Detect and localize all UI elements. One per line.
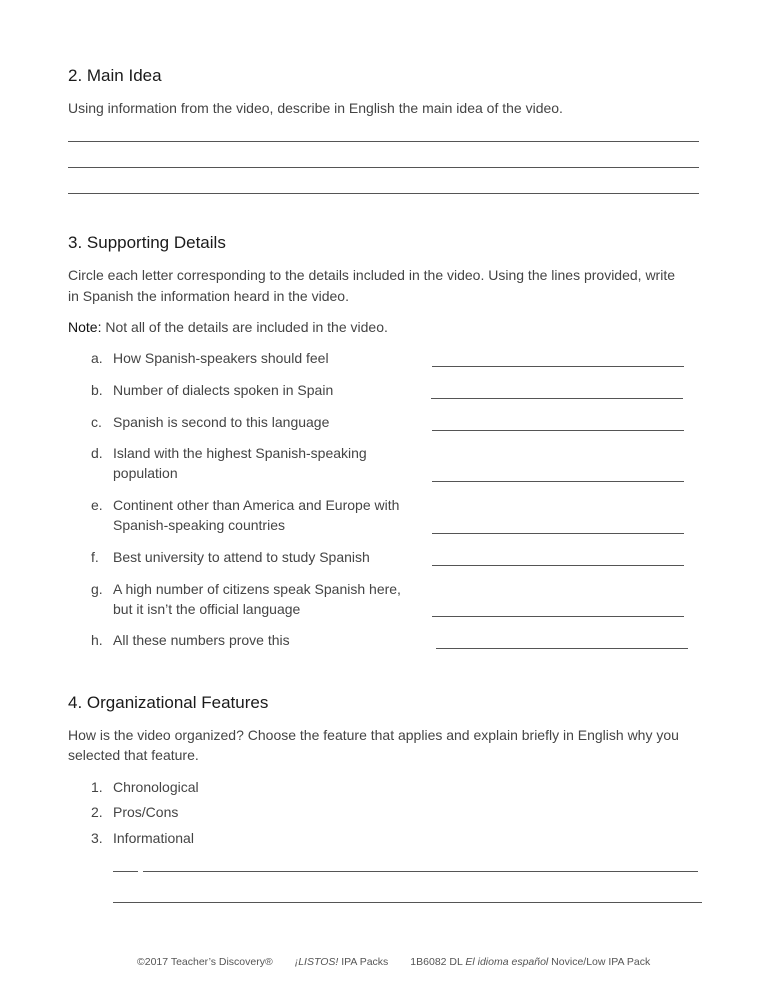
option-text: Informational bbox=[113, 830, 194, 846]
item-letter[interactable]: d. bbox=[91, 445, 103, 461]
option-informational[interactable] bbox=[91, 828, 194, 848]
answer-line[interactable] bbox=[436, 648, 688, 649]
answer-line[interactable] bbox=[432, 533, 684, 534]
answer-line[interactable] bbox=[68, 141, 699, 142]
answer-line[interactable] bbox=[431, 398, 683, 399]
option-text: Chronological bbox=[113, 779, 199, 795]
item-letter[interactable]: g. bbox=[91, 581, 103, 597]
item-text: How Spanish-speakers should feel bbox=[113, 350, 329, 366]
answer-line[interactable] bbox=[68, 167, 699, 168]
detail-item-d[interactable] bbox=[91, 443, 367, 483]
footer-copyright: ©2017 Teacher’s Discovery® bbox=[137, 956, 273, 968]
item-text: All these numbers prove this bbox=[113, 632, 290, 648]
main-idea-instruction: Using information from the video, describe in English the main idea of the video. bbox=[68, 100, 563, 116]
item-text-cont: population bbox=[113, 465, 178, 481]
detail-item-a[interactable] bbox=[91, 348, 329, 368]
item-letter[interactable]: a. bbox=[91, 350, 103, 366]
item-text-cont: Spanish-speaking countries bbox=[113, 517, 285, 533]
option-chronological[interactable] bbox=[91, 777, 199, 797]
item-text: A high number of citizens speak Spanish here, bbox=[113, 581, 401, 597]
section-heading-organizational-features: 4. Organizational Features bbox=[68, 693, 269, 712]
footer-title: El idioma español bbox=[465, 956, 549, 968]
answer-line[interactable] bbox=[432, 430, 684, 431]
detail-item-b[interactable] bbox=[91, 380, 333, 400]
section-heading-main-idea: 2. Main Idea bbox=[68, 66, 162, 85]
note-label: Note: bbox=[68, 319, 102, 335]
detail-item-g[interactable] bbox=[91, 579, 401, 619]
footer-level: Novice/Low IPA Pack bbox=[548, 956, 651, 968]
answer-line[interactable] bbox=[68, 193, 699, 194]
footer-series: IPA Packs bbox=[338, 956, 389, 968]
item-text: Spanish is second to this language bbox=[113, 414, 330, 430]
detail-item-c[interactable] bbox=[91, 412, 329, 432]
supporting-instruction-1: Circle each letter corresponding to the details included in the video. Using the lines provided, write bbox=[68, 267, 676, 283]
option-number: 3. bbox=[91, 830, 103, 846]
answer-line[interactable] bbox=[432, 616, 684, 617]
item-letter[interactable]: f. bbox=[91, 549, 99, 565]
answer-line[interactable] bbox=[432, 565, 684, 566]
answer-line[interactable] bbox=[432, 481, 684, 482]
item-letter[interactable]: h. bbox=[91, 632, 103, 648]
item-text: Island with the highest Spanish-speaking bbox=[113, 445, 367, 461]
footer-code: 1B6082 DL bbox=[410, 956, 466, 968]
note-text: Not all of the details are included in the video. bbox=[101, 319, 388, 335]
item-text-cont: but it isn’t the official language bbox=[113, 601, 301, 617]
footer-series-italic: ¡LISTOS! bbox=[294, 956, 339, 968]
org-instruction-2: selected that feature. bbox=[68, 747, 199, 763]
option-text: Pros/Cons bbox=[113, 804, 179, 820]
choice-blank-line[interactable] bbox=[113, 871, 138, 872]
answer-line[interactable] bbox=[143, 871, 698, 872]
detail-item-f[interactable] bbox=[91, 547, 370, 567]
detail-item-e[interactable] bbox=[91, 495, 399, 535]
note bbox=[68, 317, 388, 338]
footer bbox=[137, 956, 650, 968]
supporting-instruction-2: in Spanish the information heard in the video. bbox=[68, 288, 349, 304]
item-text: Continent other than America and Europe with bbox=[113, 497, 400, 513]
option-number: 1. bbox=[91, 779, 103, 795]
item-letter[interactable]: e. bbox=[91, 497, 103, 513]
detail-item-h[interactable] bbox=[91, 630, 290, 650]
option-number: 2. bbox=[91, 804, 103, 820]
item-letter[interactable]: b. bbox=[91, 382, 103, 398]
item-text: Number of dialects spoken in Spain bbox=[113, 382, 334, 398]
item-text: Best university to attend to study Spanish bbox=[113, 549, 370, 565]
org-instruction-1: How is the video organized? Choose the feature that applies and explain briefly in English why you bbox=[68, 727, 679, 743]
answer-line[interactable] bbox=[432, 366, 684, 367]
option-pros-cons[interactable] bbox=[91, 802, 178, 822]
item-letter[interactable]: c. bbox=[91, 414, 102, 430]
section-heading-supporting-details: 3. Supporting Details bbox=[68, 233, 226, 252]
answer-line[interactable] bbox=[113, 902, 702, 903]
